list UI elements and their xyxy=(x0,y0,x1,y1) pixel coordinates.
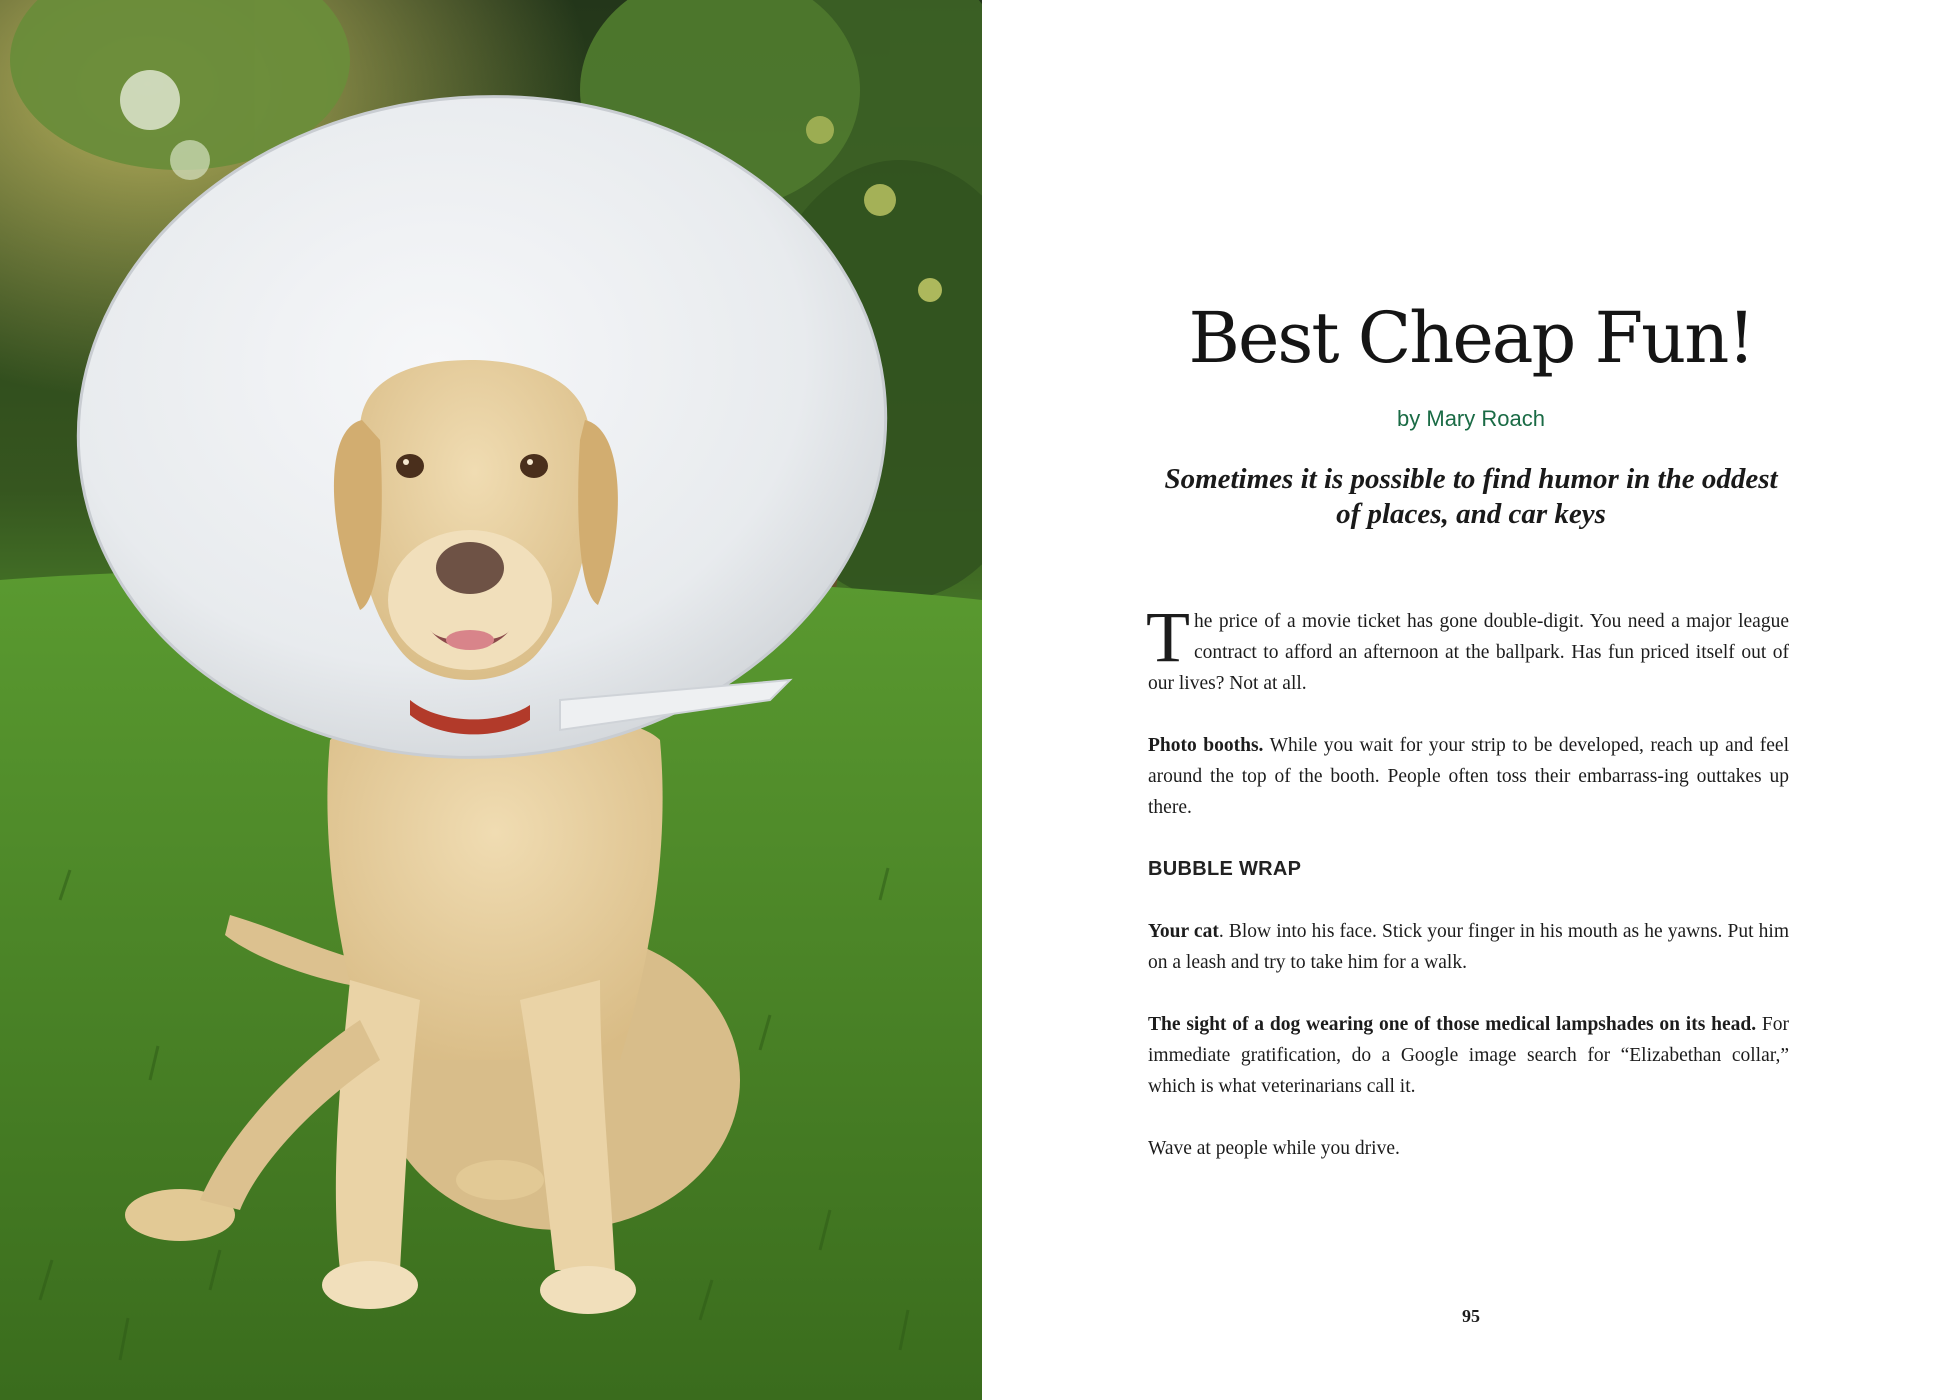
item-lead: The sight of a dog wearing one of those medical lampshades on its head. xyxy=(1148,1014,1757,1035)
byline: by Mary Roach xyxy=(1397,406,1545,431)
subhead: BUBBLE WRAP xyxy=(1148,858,1302,880)
list-item xyxy=(1148,730,1789,823)
article-page xyxy=(982,0,1960,1400)
article-title: Best Cheap Fun! xyxy=(1188,297,1754,379)
item-text: For immediate gratification, do a Google image search for “Elizabethan collar,” which is what veterinarians call it. xyxy=(1148,1014,1789,1097)
item-text: While you wait for your strip to be developed, reach up and feel around the top of the booth. People often toss their embarrass-ing outtakes up there. xyxy=(1148,735,1789,818)
item-lead: Your cat xyxy=(1148,921,1219,942)
article-body xyxy=(1146,597,1790,1195)
list-item xyxy=(1148,916,1789,978)
closing-paragraph: Wave at people while you drive. xyxy=(1148,1138,1400,1159)
list-item xyxy=(1148,1009,1789,1102)
item-text: . Blow into his face. Stick your finger in his mouth as he yawns. Put him on a leash and try to take him for a walk. xyxy=(1148,921,1790,973)
intro-text: he price of a movie ticket has gone double-digit. You need a major league contract to afford an afternoon at the ballpark. Has fun priced itself out of our lives? Not at all. xyxy=(1148,611,1789,694)
page-number: 95 xyxy=(1462,1306,1480,1326)
drop-cap: T xyxy=(1146,597,1190,677)
item-lead: Photo booths. xyxy=(1148,735,1264,756)
intro-paragraph xyxy=(1146,597,1789,699)
deck: Sometimes it is possible to find humor in the oddest of places, and car keys xyxy=(1164,463,1778,530)
